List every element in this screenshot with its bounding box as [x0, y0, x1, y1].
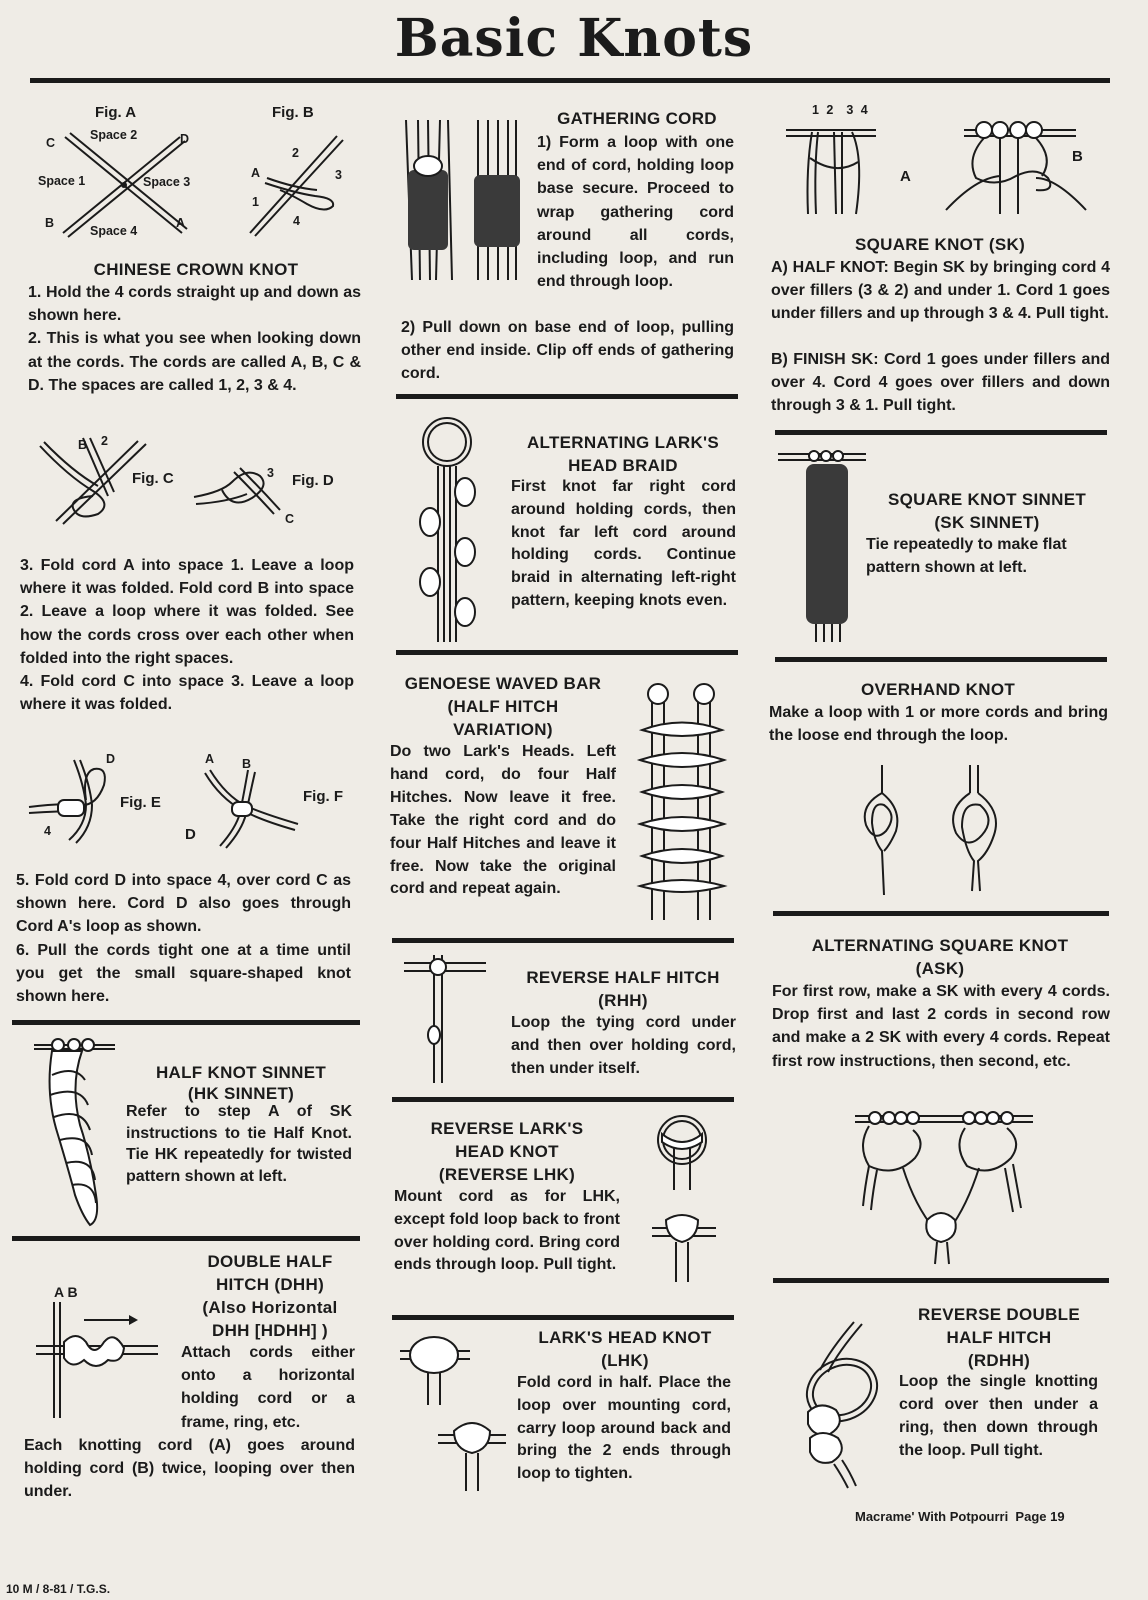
fig-c-b: B	[78, 438, 88, 452]
gathering-cord-diagram	[398, 120, 528, 280]
fig-e-label: Fig. E	[120, 794, 161, 811]
fig-c-2: 2	[101, 434, 108, 448]
chinese-crown-steps-3-4	[20, 554, 354, 716]
half-knot-sinnet-heading-1: HALF KNOT SINNET	[155, 1063, 327, 1082]
sk-label-a: A	[900, 168, 911, 185]
fig-a-b: B	[45, 216, 55, 230]
ask-heading-2: (ASK)	[915, 959, 965, 978]
rule-col2-d	[392, 1097, 734, 1102]
ask-diagram	[855, 1106, 1035, 1266]
chinese-crown-steps-1-2	[28, 281, 361, 397]
dhh-text-right: Attach cords either onto a horizontal holding cord or a frame, ring, etc.	[181, 1344, 355, 1431]
rev-larks-heading-3: (REVERSE LHK)	[438, 1165, 576, 1184]
alt-larks-text: First knot far right cord around holding cords, then knot far left cord around holding cords. Continue braid in alternating left-right pattern, keeping knots even.	[511, 478, 736, 609]
dhh-heading-3: (Also Horizontal	[202, 1298, 338, 1317]
fig-a-space3: Space 3	[143, 175, 191, 189]
rule-col1-a	[12, 1020, 360, 1025]
rev-larks-heading-2: HEAD KNOT	[455, 1142, 559, 1161]
fig-d-label: Fig. D	[292, 472, 334, 489]
square-knot-diagram	[786, 118, 1086, 218]
rev-larks-diagram	[640, 1110, 730, 1290]
rule-col2-a	[396, 394, 738, 399]
rev-larks-heading-1: REVERSE LARK'S	[430, 1119, 584, 1138]
fig-b-a: A	[251, 166, 261, 180]
half-knot-sinnet-text: Refer to step A of SK instructions to tie Half Knot. Tie HK repeatedly for twisted pattern shown at left.	[126, 1103, 352, 1185]
fig-f-d: D	[185, 826, 196, 843]
dhh-heading-4: DHH [HDHH] )	[212, 1321, 328, 1340]
step5: 5. Fold cord D into space 4, over cord C as shown here. Cord D also goes through Cord A's loop as shown.	[16, 872, 351, 936]
fig-b-2: 2	[292, 146, 299, 160]
rule-col2-c	[392, 938, 734, 943]
fig-b-label: Fig. B	[272, 104, 314, 121]
overhand-diagram	[850, 765, 1030, 895]
step2: 2. This is what you see when looking down at the cords. The cords are called A, B, C & D. The spaces are called 1, 2, 3 & 4.	[28, 330, 361, 394]
step6: 6. Pull the cords tight one at a time until you get the small square-shaped knot shown here.	[16, 941, 351, 1006]
fig-e-diagram	[24, 755, 114, 845]
rhh-heading-1: REVERSE HALF HITCH	[526, 968, 720, 987]
rhh-text: Loop the tying cord under and then over holding cord, then under itself.	[511, 1014, 736, 1078]
fig-a-c: C	[46, 136, 56, 150]
genoese-text: Do two Lark's Heads. Left hand cord, do four Half Hitches. Now leave it free. Take the right cord and do four Half Hitches and leave it free. Now take the original cord and repeat again.	[390, 743, 616, 898]
fig-f-a: A	[205, 752, 215, 766]
fig-a-a: A	[176, 216, 186, 230]
rhh-heading-2: (RHH)	[598, 991, 648, 1010]
ask-heading-1: ALTERNATING SQUARE KNOT	[811, 936, 1069, 955]
rule-col1-b	[12, 1236, 360, 1241]
rdhh-heading-2: HALF HITCH	[946, 1328, 1052, 1347]
print-code: 10 M / 8-81 / T.G.S.	[6, 1582, 111, 1596]
title-rule	[30, 78, 1110, 83]
rdhh-heading-3: (RDHH)	[967, 1351, 1031, 1370]
larks-heading-2: (LHK)	[601, 1351, 649, 1370]
dhh-heading-2: HITCH (DHH)	[215, 1275, 325, 1294]
genoese-heading-1: GENOESE WAVED BAR	[404, 674, 602, 693]
dhh-heading-1: DOUBLE HALF	[207, 1252, 333, 1271]
fig-c-label: Fig. C	[132, 470, 174, 487]
dhh-diagram	[34, 1300, 164, 1420]
gathering-cord-heading: GATHERING CORD	[557, 109, 717, 128]
fig-b-1: 1	[252, 195, 259, 209]
fig-a-label: Fig. A	[95, 104, 137, 121]
square-knot-text-a: A) HALF KNOT: Begin SK by bringing cord 4 over fillers (3 & 2) and under 1. Cord 1 goes under fillers and up through 3 & 4. Pull tight.	[771, 259, 1110, 323]
fig-d-c: C	[285, 512, 295, 526]
genoese-heading-2: (HALF HITCH	[447, 697, 559, 716]
larks-heading-1: LARK'S HEAD KNOT	[538, 1328, 712, 1347]
step4: 4. Fold cord C into space 3. Leave a loop where it was folded.	[20, 673, 354, 714]
rule-col3-a	[775, 430, 1107, 435]
rule-col2-b	[396, 650, 738, 655]
alt-larks-heading-2: HEAD BRAID	[568, 456, 678, 475]
fig-f-b: B	[242, 757, 252, 771]
rev-larks-text: Mount cord as for LHK, except fold loop back to front over holding cord. Bring cord ends through loop. Pull tight.	[394, 1188, 620, 1274]
rdhh-heading-1: REVERSE DOUBLE	[918, 1305, 1080, 1324]
fig-e-d: D	[106, 752, 116, 766]
alt-larks-heading-1: ALTERNATING LARK'S	[526, 433, 720, 452]
dhh-ab-label: A B	[54, 1284, 78, 1300]
chinese-crown-steps-5-6	[16, 869, 351, 1008]
sk-sinnet-diagram	[778, 444, 868, 644]
fig-a-space1: Space 1	[38, 174, 86, 188]
fig-b-3: 3	[335, 168, 342, 182]
dhh-text-full: Each knotting cord (A) goes around holding cord (B) twice, looping over then under.	[24, 1437, 355, 1501]
rule-col3-b	[775, 657, 1107, 662]
half-knot-sinnet-heading-2: (HK SINNET)	[187, 1084, 295, 1103]
step1: 1. Hold the 4 cords straight up and down as shown here.	[28, 284, 361, 325]
square-knot-text-b: B) FINISH SK: Cord 1 goes under fillers and over 4. Cord 4 goes over fillers and down through 3 & 1. Pull tight.	[771, 351, 1110, 415]
sk-label-b: B	[1072, 148, 1083, 165]
rhh-diagram	[400, 955, 490, 1085]
fig-a-space2: Space 2	[90, 128, 138, 142]
larks-text: Fold cord in half. Place the loop over mounting cord, carry loop around back and bring the 2 ends through loop to tighten.	[517, 1374, 731, 1483]
chinese-crown-heading: CHINESE CROWN KNOT	[93, 260, 299, 279]
overhand-heading: OVERHAND KNOT	[860, 680, 1016, 699]
sk-sinnet-text: Tie repeatedly to make flat pattern shown at left.	[866, 536, 1067, 577]
step3: 3. Fold cord A into space 1. Leave a loop where it was folded. Fold cord B into space 2. Leave a loop where it was folded. See how the cords cross over each other when folded into the right spaces.	[20, 557, 354, 667]
genoese-diagram	[632, 680, 732, 920]
gathering-cord-step2: 2) Pull down on base end of loop, pulling other end inside. Clip off ends of gathering cord.	[401, 319, 734, 383]
fig-d-3: 3	[267, 466, 274, 480]
rdhh-text: Loop the single knotting cord over then under a ring, then down through the loop. Pull tight.	[899, 1373, 1098, 1459]
overhand-text: Make a loop with 1 or more cords and bring the loose end through the loop.	[769, 704, 1108, 745]
fig-f-diagram	[200, 768, 300, 848]
rdhh-diagram	[790, 1320, 890, 1490]
fig-f-label: Fig. F	[303, 788, 343, 805]
genoese-heading-3: VARIATION)	[453, 720, 553, 739]
larks-head-diagram	[398, 1325, 508, 1495]
sk-sinnet-heading-2: (SK SINNET)	[934, 513, 1040, 532]
fig-b-diagram	[245, 128, 365, 238]
square-knot-heading: SQUARE KNOT (SK)	[854, 235, 1026, 254]
fig-b-4: 4	[293, 214, 300, 228]
page-title: Basic Knots	[394, 8, 754, 69]
fig-a-d: D	[180, 132, 190, 146]
page-footer-label: Macrame' With Potpourri Page 19	[855, 1509, 1065, 1524]
rule-col3-d	[773, 1278, 1109, 1283]
fig-a-space4: Space 4	[90, 224, 138, 238]
gathering-cord-step1: 1) Form a loop with one end of cord, holding loop base secure. Proceed to wrap gathering cord around all cords, including loop, and run end through loop.	[537, 134, 734, 291]
sk-cord-numbers: 1 2 3 4	[812, 103, 870, 117]
fig-e-4: 4	[44, 824, 51, 838]
ask-text: For first row, make a SK with every 4 cords. Drop first and last 2 cords in second row and make a 2 SK with every 4 cords. Repeat first row instructions, then second, etc.	[772, 983, 1110, 1070]
half-knot-sinnet-diagram	[30, 1035, 120, 1225]
alt-larks-head-braid-diagram	[410, 412, 490, 652]
rule-col2-e	[392, 1315, 734, 1320]
sk-sinnet-heading-1: SQUARE KNOT SINNET	[887, 490, 1087, 509]
rule-col3-c	[773, 911, 1109, 916]
